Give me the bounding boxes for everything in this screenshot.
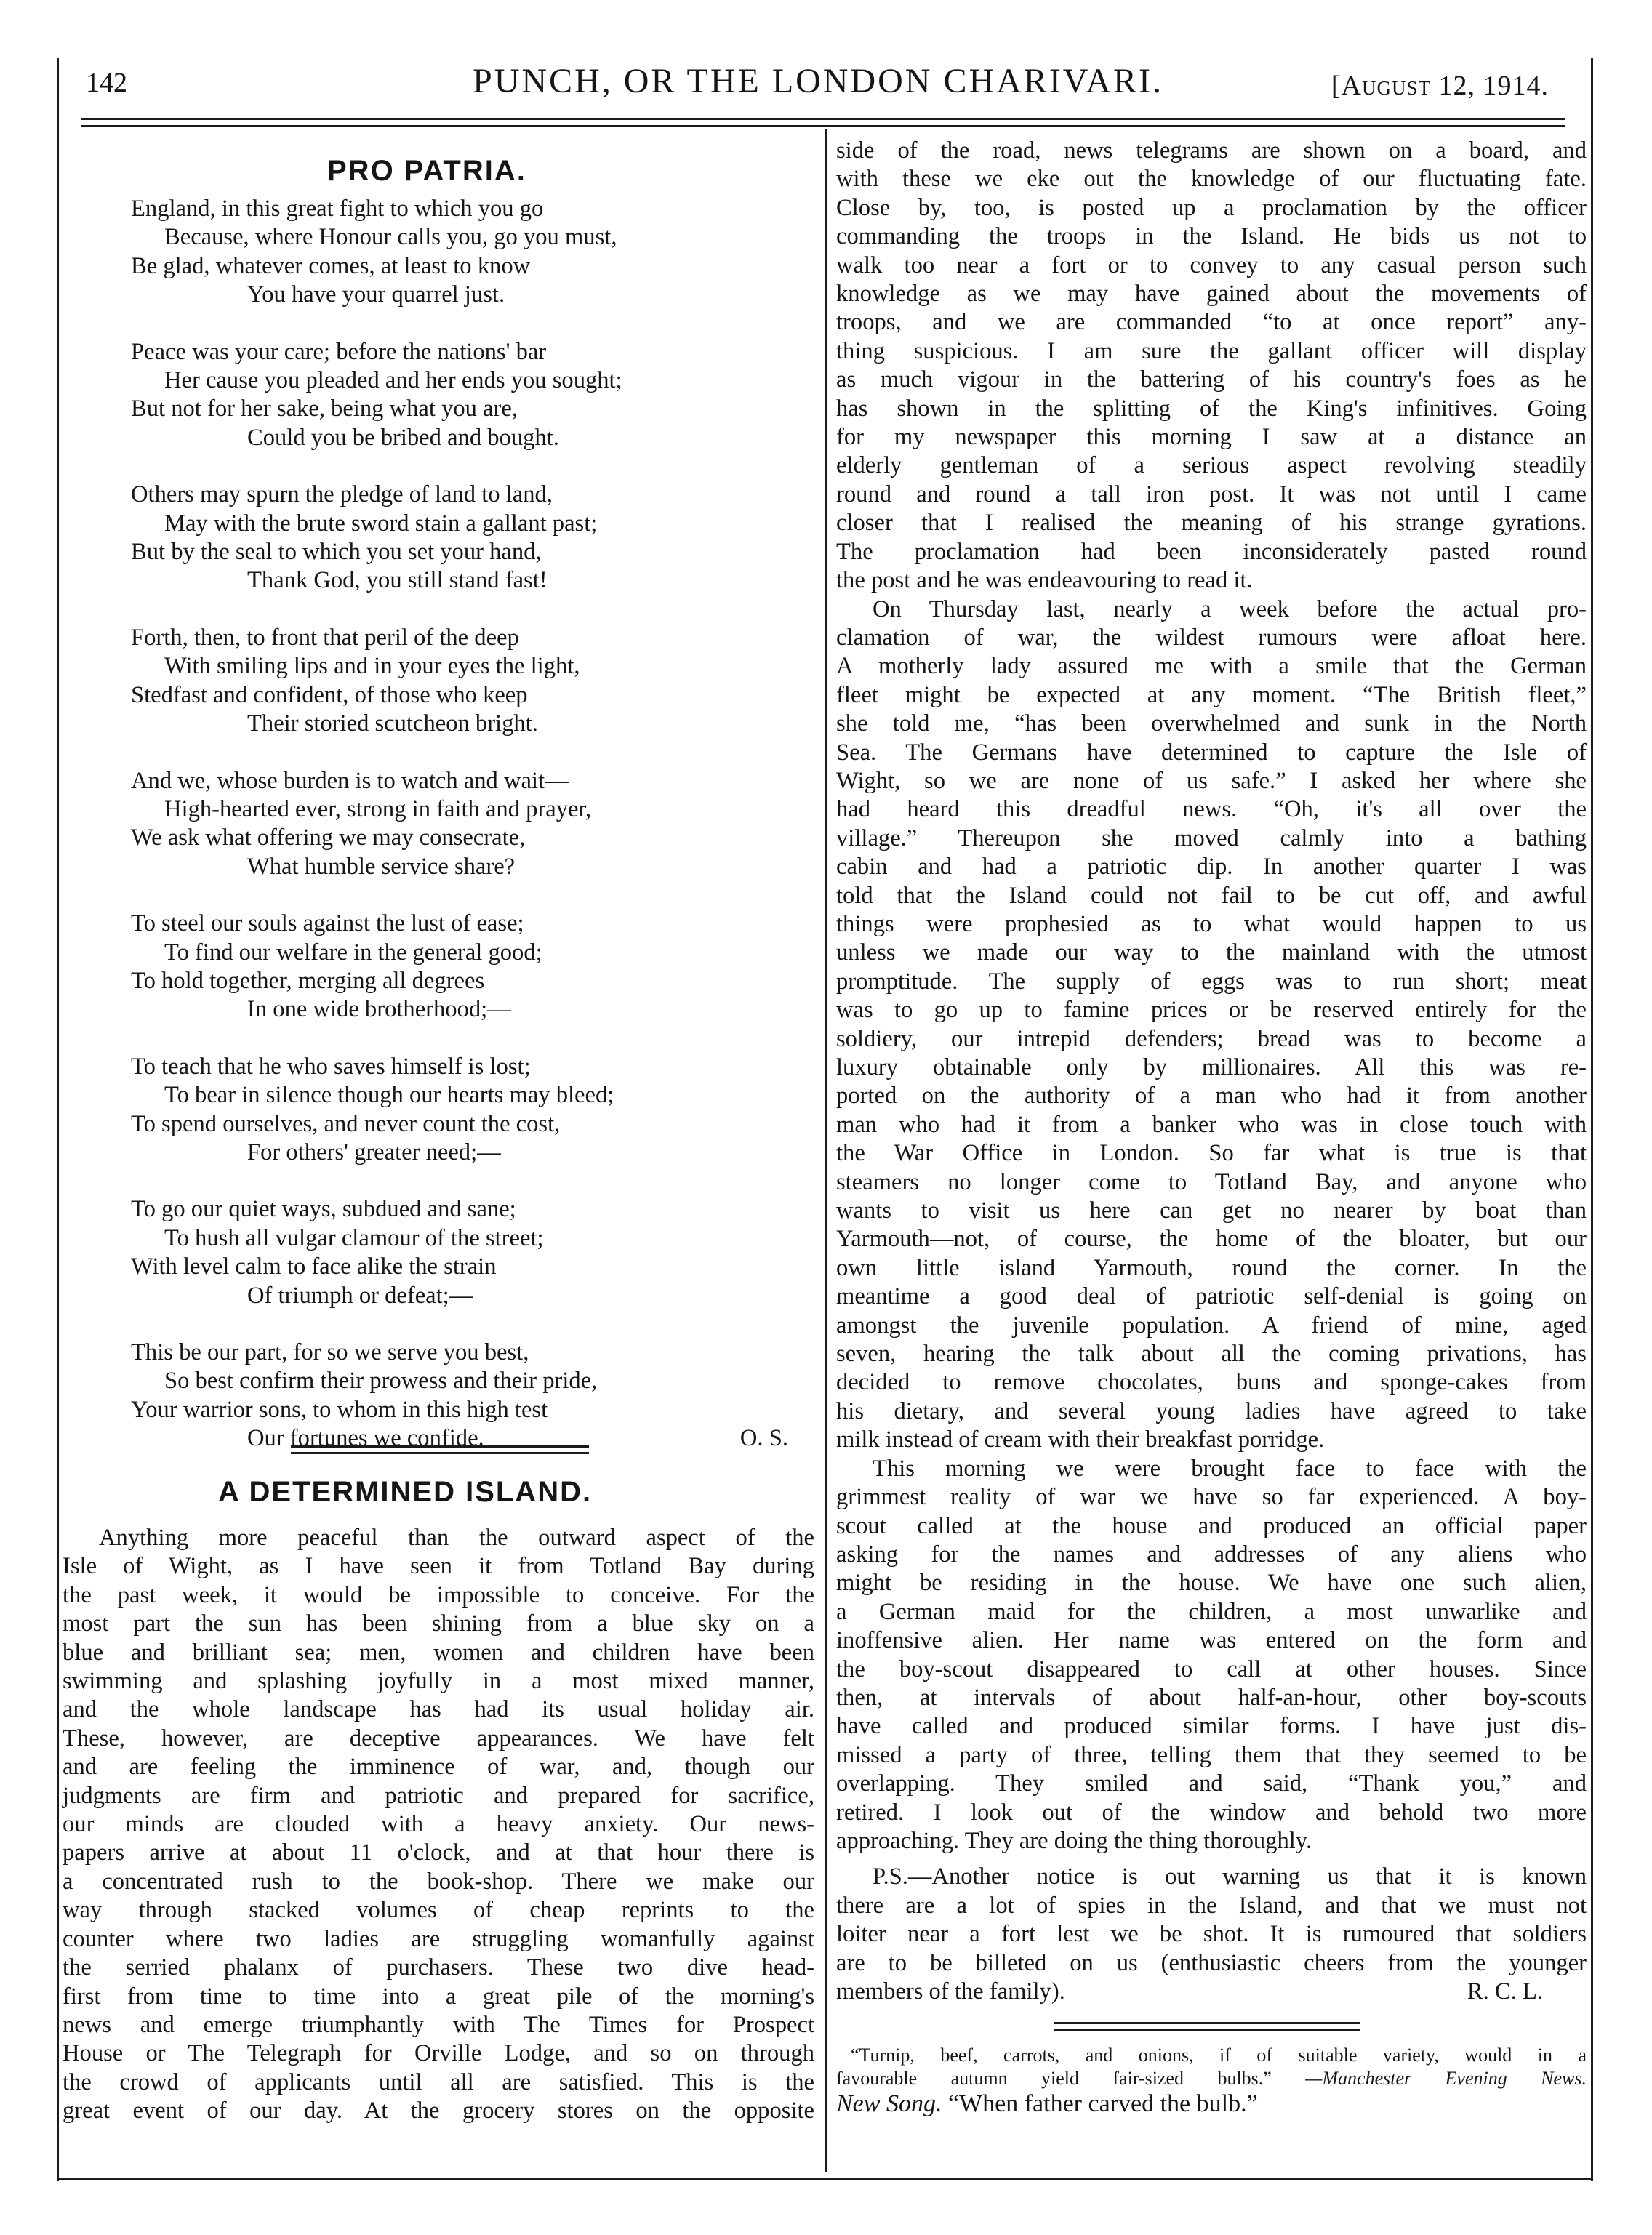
essay-line: missed a party of three, telling them that they seemed to be — [836, 1741, 1587, 1768]
poem-line: But not for her sake, being what you are, — [131, 396, 518, 422]
poem-stanza — [131, 1339, 788, 1453]
essay-line: unless we made our way to the mainland with the utmost — [836, 939, 1587, 966]
essay-line: counter where two ladies are struggling womanfully against — [63, 1925, 814, 1952]
essay-line: Sea. The Germans have determined to capture the Isle of — [836, 739, 1587, 766]
essay-line: On Thursday last, nearly a week before the actual pro- — [873, 595, 1587, 622]
poem-section — [131, 155, 788, 1482]
footnote-quote: “Turnip, beef, carrots, and onions, if of suitable variety, would in a — [851, 2045, 1587, 2066]
essay-line: first from time to time into a great pile of the morning's — [63, 1983, 814, 2010]
new-song-title: “When father carved the bulb.” — [947, 2090, 1258, 2118]
essay-line: has shown in the splitting of the King's infinitives. Going — [836, 395, 1587, 422]
essay-line: might be residing in the house. We have one such alien, — [836, 1570, 1587, 1597]
essay-line: A motherly lady assured me with a smile that the German — [836, 653, 1587, 680]
poem-line: And we, whose burden is to watch and wait— — [131, 767, 569, 794]
poem-line: Be glad, whatever comes, at least to know — [131, 252, 531, 279]
essay-signature: R. C. L. — [1467, 1978, 1543, 2005]
essay-line: she told me, “has been overwhelmed and sunk in the North — [836, 710, 1587, 737]
poem-line: So best confirm their prowess and their pride, — [164, 1368, 598, 1395]
essay-line: the War Office in London. So far what is true is that — [836, 1140, 1587, 1167]
essay-line: milk instead of cream with their breakfast porridge. — [836, 1427, 1325, 1453]
essay-line: steamers no longer come to Totland Bay, and anyone who — [836, 1168, 1587, 1195]
essay-line: for my newspaper this morning I saw at a distance an — [836, 424, 1587, 451]
postscript-line: P.S.—Another notice is out warning us that it is known — [873, 1863, 1587, 1890]
essay-line: commanding the troops in the Island. He bids us not to — [836, 223, 1587, 250]
poem-line: To teach that he who saves himself is lost; — [131, 1053, 531, 1080]
frame-bottom — [57, 2178, 1592, 2180]
essay-line: the past week, it would be impossible to conceive. For the — [63, 1581, 814, 1608]
essay-line: decided to remove chocolates, buns and sponge-cakes from — [836, 1369, 1587, 1396]
footnote-source: —Manchester Evening News. — [1305, 2068, 1587, 2090]
header-rule-top — [81, 118, 1565, 120]
essay-line: Close by, too, is posted up a proclamation by the officer — [836, 194, 1587, 221]
essay-line: and the whole landscape has had its usual holiday air. — [63, 1696, 814, 1723]
poem-line: This be our part, for so we serve you best, — [131, 1339, 529, 1365]
footnote — [836, 2044, 1587, 2090]
essay-line: promptitude. The supply of eggs was to run short; meat — [836, 968, 1587, 995]
essay-line: man who had it from a banker who was in close touch with — [836, 1111, 1587, 1138]
frame-left — [57, 58, 59, 2181]
essay-line: clamation of war, the wildest rumours were afloat here. — [836, 624, 1587, 651]
essay-paragraph — [836, 1455, 1587, 1856]
poem-stanza — [131, 624, 785, 739]
header-rule-bottom — [81, 125, 1565, 127]
frame-right — [1591, 58, 1593, 2181]
essay-line: judgments are firm and patriotic and prepared for sacrifice, — [63, 1782, 814, 1809]
poem-line: To go our quiet ways, subdued and sane; — [131, 1196, 516, 1223]
essay-paragraph — [836, 595, 1587, 1455]
essay-line: round and round a tall iron post. It was not until I came — [836, 481, 1587, 507]
poem-line: Their storied scutcheon bright. — [247, 710, 538, 737]
poem-stanza — [131, 910, 785, 1024]
essay-line: own little island Yarmouth, round the corner. In the — [836, 1254, 1587, 1281]
essay-line: great event of our day. At the grocery stores on the opposite — [63, 2098, 814, 2124]
essay-line: House or The Telegraph for Orville Lodge, and so on through — [63, 2040, 814, 2067]
essay-line: had heard this dreadful news. “Oh, it's all over the — [836, 796, 1587, 823]
poem-line: Could you be bribed and bought. — [247, 424, 559, 451]
poem-line: For others' greater need;— — [247, 1139, 501, 1165]
essay-line: elderly gentleman of a serious aspect revolving steadily — [836, 452, 1587, 479]
footnote-quote: favourable autumn yield fair-sized bulbs.” — [836, 2068, 1272, 2090]
essay-line: swimming and splashing joyfully in a most mixed manner, — [63, 1668, 814, 1695]
essay-line: have called and produced similar forms. I have just dis- — [836, 1713, 1587, 1740]
postscript-line: loiter near a fort lest we be shot. It is rumoured that soldiers — [836, 1921, 1587, 1948]
essay-line: a concentrated rush to the book-shop. There we make our — [63, 1868, 814, 1895]
essay-line: the post and he was endeavouring to read it. — [836, 567, 1253, 594]
poem-line: What humble service share? — [247, 853, 516, 880]
postscript — [836, 1863, 1587, 2006]
postscript-line: there are a lot of spies in the Island, and that we must not — [836, 1892, 1587, 1919]
essay-line: closer that I realised the meaning of his strange gyrations. — [836, 510, 1587, 537]
new-song — [836, 2090, 1587, 2118]
essay-line: was to go up to famine prices or be reserved entirely for the — [836, 997, 1587, 1024]
essay-line: village.” Thereupon she moved calmly into a bathing — [836, 824, 1587, 851]
essay-paragraph — [836, 137, 1587, 595]
essay-line: papers arrive at about 11 o'clock, and at that hour there is — [63, 1839, 814, 1866]
essay-title: A DETERMINED ISLAND. — [218, 1476, 593, 1508]
essay-line: most part the sun has been shining from a blue sky on a — [63, 1610, 814, 1637]
publication-title: PUNCH, OR THE LONDON CHARIVARI. — [473, 62, 1163, 100]
essay-line: blue and brilliant sea; men, women and children have been — [63, 1639, 814, 1666]
section-separator — [291, 1445, 589, 1454]
poem-line: Others may spurn the pledge of land to land, — [131, 481, 553, 508]
poem-stanza — [131, 1195, 785, 1310]
essay-line: troops, and we are commanded “to at once report” any- — [836, 309, 1587, 336]
essay-line: walk too near a fort or to convey to any casual person such — [836, 252, 1587, 278]
essay-line: the serried phalanx of purchasers. These two dive head- — [63, 1954, 814, 1981]
essay-line: grimmest reality of war we have so far experienced. A boy- — [836, 1484, 1587, 1511]
essay-line: retired. I look out of the window and behold two more — [836, 1799, 1587, 1826]
essay-line: as much vigour in the battering of his country's foes as he — [836, 366, 1587, 393]
essay-line: scout called at the house and produced an official paper — [836, 1512, 1587, 1539]
essay-line: ported on the authority of a man who had it from another — [836, 1083, 1587, 1110]
poem-line: To find our welfare in the general good; — [164, 939, 542, 966]
poem-line: High-hearted ever, strong in faith and prayer, — [164, 795, 592, 822]
essay-line: things were prophesied as to what would happen to us — [836, 910, 1587, 937]
essay-line: thing suspicious. I am sure the gallant officer will display — [836, 337, 1587, 364]
essay-line: then, at intervals of about half-an-hour, other boy-scouts — [836, 1684, 1587, 1711]
poem-line: In one wide brotherhood;— — [247, 996, 511, 1023]
poem-title: PRO PATRIA. — [327, 155, 526, 187]
poem-signature: O. S. — [739, 1425, 788, 1451]
essay-line: asking for the names and addresses of any aliens who — [836, 1541, 1587, 1568]
poem-line: England, in this great fight to which you go — [131, 196, 544, 222]
footnote-separator — [1054, 2022, 1360, 2031]
essay-line: overlapping. They smiled and said, “Thank you,” and — [836, 1770, 1587, 1797]
poem-line: Of triumph or defeat;— — [247, 1282, 473, 1309]
poem-line: With level calm to face alike the strain — [131, 1253, 497, 1280]
poem-line: You have your quarrel just. — [247, 281, 505, 308]
essay-line: way through stacked volumes of cheap reprints to the — [63, 1897, 814, 1924]
poem-line: Your warrior sons, to whom in this high test — [131, 1396, 548, 1423]
poem-line: To bear in silence though our hearts may bleed; — [164, 1082, 614, 1109]
poem-line: Thank God, you still stand fast! — [247, 567, 548, 594]
new-song-label: New Song. — [836, 2090, 942, 2118]
essay-line: with these we eke out the knowledge of our fluctuating fate. — [836, 166, 1587, 193]
essay-line: news and emerge triumphantly with The Times for Prospect — [63, 2011, 814, 2038]
essay-line: seven, hearing the talk about all the coming privations, has — [836, 1341, 1587, 1368]
essay-line: our minds are clouded with a heavy anxiety. Our news- — [63, 1811, 814, 1838]
essay-line: side of the road, news telegrams are shown on a board, and — [836, 137, 1587, 164]
page-header — [80, 62, 1563, 111]
essay-line: wants to visit us here can get no nearer by boat than — [836, 1197, 1587, 1224]
page-number: 142 — [86, 68, 127, 98]
poem-line: To spend ourselves, and never count the cost, — [131, 1110, 561, 1137]
poem-stanza — [131, 481, 785, 595]
essay-line: approaching. They are doing the thing thoroughly. — [836, 1827, 1312, 1854]
poem-stanza — [131, 767, 785, 882]
essay-line: and are feeling the imminence of war, and, though our — [63, 1754, 814, 1781]
poem-line: We ask what offering we may consecrate, — [131, 824, 526, 851]
essay-line: luxury obtainable only by millionaires. All this was re- — [836, 1054, 1587, 1080]
essay-line: These, however, are deceptive appearances. We have felt — [63, 1725, 814, 1752]
poem-stanza — [131, 195, 785, 310]
essay-line: a German maid for the children, a most unwarlike and — [836, 1598, 1587, 1625]
essay-line: inoffensive alien. Her name was entered on the form and — [836, 1627, 1587, 1654]
essay-line: the boy-scout disappeared to call at other houses. Since — [836, 1656, 1587, 1682]
essay-right-column — [836, 137, 1587, 2118]
postscript-line: are to be billeted on us (enthusiastic cheers from the younger — [836, 1949, 1587, 1976]
poem-line: May with the brute sword stain a gallant past; — [164, 510, 598, 537]
essay-line: This morning we were brought face to face with the — [873, 1455, 1587, 1482]
essay-line: cabin and had a patriotic dip. In another quarter I was — [836, 854, 1587, 880]
poem-line: But by the seal to which you set your hand, — [131, 539, 542, 566]
essay-line: amongst the juvenile population. A friend of mine, aged — [836, 1312, 1587, 1339]
poem-line: To hold together, merging all degrees — [131, 967, 485, 994]
essay-line: told that the Island could not fail to be cut off, and awful — [836, 882, 1587, 909]
poem-line: Forth, then, to front that peril of the deep — [131, 624, 519, 651]
essay-left-column — [63, 1524, 814, 2126]
essay-line: soldiery, our intrepid defenders; bread was to become a — [836, 1025, 1587, 1052]
essay-line: his dietary, and several young ladies have agreed to take — [836, 1397, 1587, 1424]
poem-line: Stedfast and confident, of those who keep — [131, 681, 528, 708]
column-divider — [825, 129, 827, 2172]
poem-line: To hush all vulgar clamour of the street; — [164, 1224, 544, 1251]
essay-line: Wight, so we are none of us safe.” I asked her where she — [836, 767, 1587, 794]
poem-stanza — [131, 338, 785, 453]
poem-line: Our fortunes we confide. — [247, 1425, 484, 1452]
poem-line: With smiling lips and in your eyes the light, — [164, 653, 580, 680]
poem-stanza — [131, 1053, 785, 1168]
postscript-line: members of the family). — [836, 1978, 1065, 2005]
essay-line: knowledge as we may have gained about the movements of — [836, 281, 1587, 308]
essay-line: Yarmouth—not, of course, the home of the bloater, but our — [836, 1226, 1587, 1253]
poem-line: Her cause you pleaded and her ends you sought; — [164, 367, 622, 394]
issue-date: [August 12, 1914. — [1331, 71, 1549, 101]
essay-line: the crowd of applicants until all are satisfied. This is the — [63, 2069, 814, 2095]
poem-line: To steel our souls against the lust of ease; — [131, 910, 524, 937]
essay-line: Isle of Wight, as I have seen it from Totland Bay during — [63, 1553, 814, 1580]
poem-line: Because, where Honour calls you, go you must, — [164, 224, 617, 251]
essay-line: The proclamation had been inconsiderately pasted round — [836, 538, 1587, 565]
essay-line: meantime a good deal of patriotic self-denial is going on — [836, 1283, 1587, 1310]
poem-line: Peace was your care; before the nations' bar — [131, 338, 547, 365]
essay-line: Anything more peaceful than the outward aspect of the — [99, 1525, 814, 1551]
essay-line: fleet might be expected at any moment. “The British fleet,” — [836, 681, 1587, 708]
